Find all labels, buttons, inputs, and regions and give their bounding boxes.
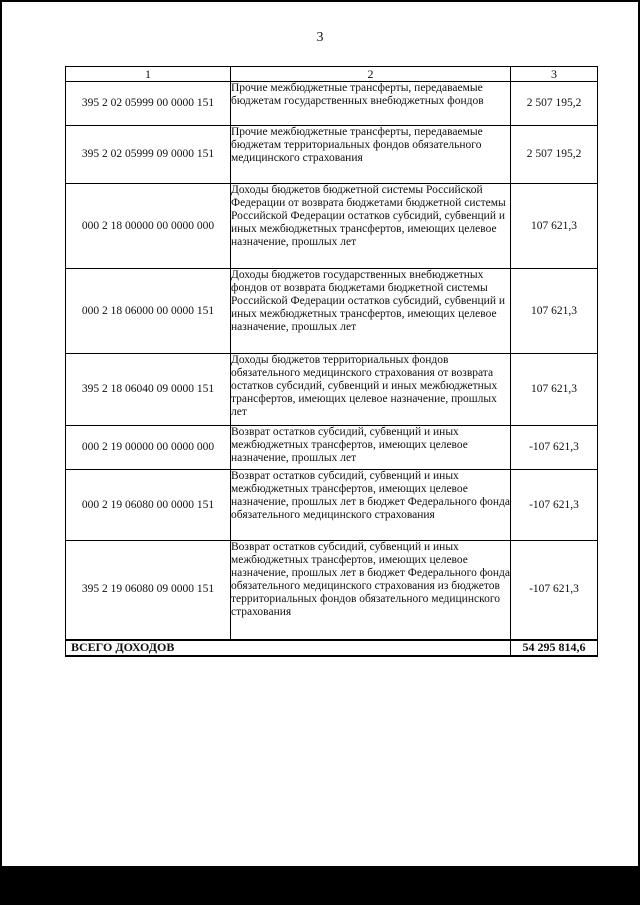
- scan-bottom-band: [0, 866, 640, 905]
- budget-code-cell: 000 2 19 06080 00 0000 151: [66, 470, 231, 541]
- page-number: 3: [316, 30, 324, 45]
- column-header-code: 1: [66, 67, 231, 82]
- budget-code-cell: 395 2 02 05999 09 0000 151: [66, 126, 231, 184]
- revenue-name-cell: Доходы бюджетов государственных внебюджетных фондов от возврата бюджетами бюджетной системы Российской Федерации остатков субсидий, субвенций и иных межбюджетных трансфертов, имеющих целевое назначение, прошлых лет: [231, 269, 511, 354]
- revenue-name-cell: Возврат остатков субсидий, субвенций и иных межбюджетных трансфертов, имеющих целевое назначение, прошлых лет в бюджет Федерального фонда обязательного медицинского страхования: [231, 470, 511, 541]
- table-row: [66, 426, 598, 470]
- amount-cell: -107 621,3: [511, 426, 598, 470]
- revenue-name-cell: Возврат остатков субсидий, субвенций и иных межбюджетных трансфертов, имеющих целевое назначение, прошлых лет в бюджет Федерального фонда обязательного медицинского страхования из бюджетов территориальных фондов обязательного медицинского страхования: [231, 541, 511, 640]
- amount-cell: -107 621,3: [511, 541, 598, 640]
- table-row: [66, 82, 598, 126]
- total-row: [66, 640, 598, 656]
- revenue-table: [65, 66, 598, 657]
- table-row: [66, 126, 598, 184]
- budget-code-cell: 000 2 19 00000 00 0000 000: [66, 426, 231, 470]
- amount-cell: 107 621,3: [511, 269, 598, 354]
- amount-cell: 2 507 195,2: [511, 82, 598, 126]
- column-header-amount: 3: [511, 67, 598, 82]
- table-row: [66, 269, 598, 354]
- amount-cell: 107 621,3: [511, 354, 598, 426]
- table-row: [66, 541, 598, 640]
- budget-code-cell: 000 2 18 06000 00 0000 151: [66, 269, 231, 354]
- budget-code-cell: 395 2 02 05999 00 0000 151: [66, 82, 231, 126]
- page-border-top: [0, 0, 640, 2]
- column-header-name: 2: [231, 67, 511, 82]
- revenue-name-cell: Доходы бюджетов бюджетной системы Российской Федерации от возврата бюджетами бюджетной системы Российской Федерации остатков субсидий, субвенций и иных межбюджетных трансфертов, имеющих целевое назначение, прошлых лет: [231, 184, 511, 269]
- budget-code-cell: 395 2 19 06080 09 0000 151: [66, 541, 231, 640]
- revenue-name-cell: Доходы бюджетов территориальных фондов обязательного медицинского страхования от возврата остатков субсидий, субвенций и иных межбюджетных трансфертов, имеющих целевое назначение, прошлых лет: [231, 354, 511, 426]
- total-label: ВСЕГО ДОХОДОВ: [66, 640, 511, 656]
- table-row: [66, 354, 598, 426]
- budget-code-cell: 395 2 18 06040 09 0000 151: [66, 354, 231, 426]
- page-border-left: [0, 0, 2, 905]
- table-header-row: [66, 67, 598, 82]
- amount-cell: 2 507 195,2: [511, 126, 598, 184]
- table-row: [66, 184, 598, 269]
- revenue-name-cell: Прочие межбюджетные трансферты, передаваемые бюджетам государственных внебюджетных фондов: [231, 82, 511, 126]
- table-row: [66, 470, 598, 541]
- revenue-name-cell: Возврат остатков субсидий, субвенций и иных межбюджетных трансфертов, имеющих целевое назначение, прошлых лет: [231, 426, 511, 470]
- revenue-name-cell: Прочие межбюджетные трансферты, передаваемые бюджетам территориальных фондов обязательного медицинского страхования: [231, 126, 511, 184]
- total-amount: 54 295 814,6: [511, 640, 598, 656]
- amount-cell: 107 621,3: [511, 184, 598, 269]
- budget-code-cell: 000 2 18 00000 00 0000 000: [66, 184, 231, 269]
- amount-cell: -107 621,3: [511, 470, 598, 541]
